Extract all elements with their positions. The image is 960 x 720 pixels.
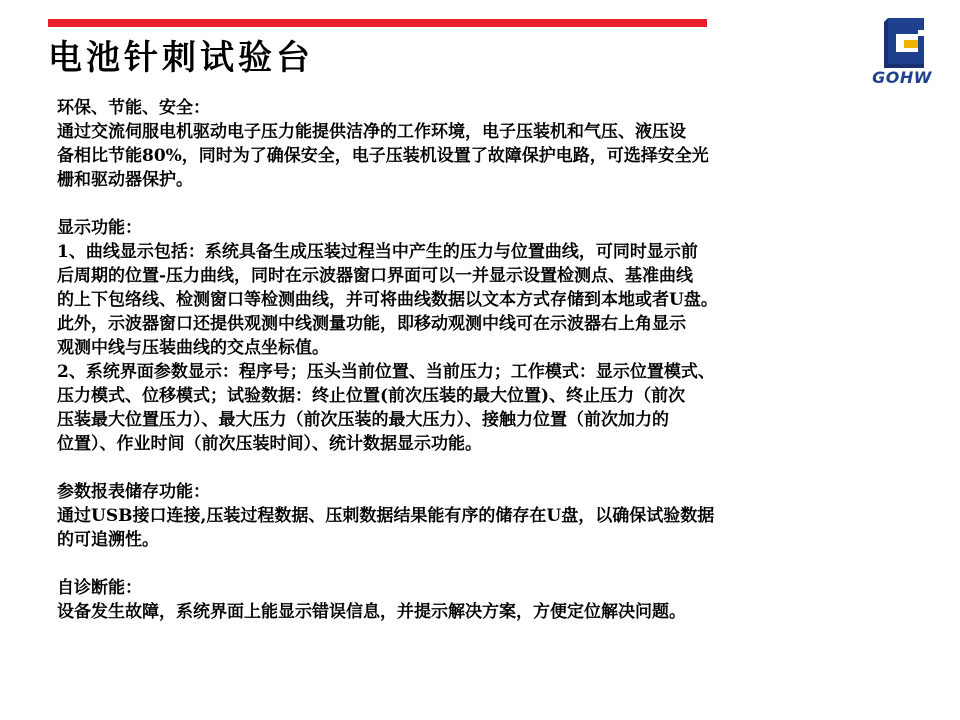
paragraph-line: 压力模式、位移模式；试验数据：终止位置(前次压装的最大位置)、终止压力（前次 bbox=[57, 386, 686, 406]
page-title: 电池针刺试验台 bbox=[48, 38, 314, 78]
gohw-logo-icon bbox=[862, 16, 942, 72]
paragraph-line: 位置）、作业时间（前次压装时间）、统计数据显示功能。 bbox=[57, 434, 482, 454]
logo-text: GOHW bbox=[872, 68, 932, 87]
paragraph-line: 通过交流伺服电机驱动电子压力能提供洁净的工作环境，电子压装机和气压、液压设 bbox=[57, 122, 686, 142]
paragraph-line: 后周期的位置-压力曲线，同时在示波器窗口界面可以一并显示设置检测点、基准曲线 bbox=[57, 266, 694, 286]
paragraph-line: 观测中线与压装曲线的交点坐标值。 bbox=[57, 338, 329, 358]
paragraph-line: 此外，示波器窗口还提供观测中线测量功能，即移动观测中线可在示波器右上角显示 bbox=[57, 314, 686, 334]
section-heading: 参数报表储存功能： bbox=[57, 482, 210, 502]
header-accent-bar bbox=[48, 19, 707, 27]
paragraph-line: 2、系统界面参数显示：程序号；压头当前位置、当前压力；工作模式：显示位置模式、 bbox=[57, 362, 715, 382]
section-report-storage bbox=[57, 480, 937, 552]
paragraph-line: 1、曲线显示包括：系统具备生成压装过程当中产生的压力与位置曲线，可同时显示前 bbox=[57, 242, 698, 262]
section-heading: 环保、节能、安全： bbox=[57, 98, 210, 118]
paragraph-line: 通过USB接口连接,压装过程数据、压刺数据结果能有序的储存在U盘，以确保试验数据 bbox=[57, 506, 715, 526]
paragraph-line: 的上下包络线、检测窗口等检测曲线，并可将曲线数据以文本方式存储到本地或者U盘。 bbox=[57, 290, 718, 310]
company-logo bbox=[862, 16, 952, 90]
section-heading: 显示功能： bbox=[57, 218, 142, 238]
paragraph-line: 设备发生故障，系统界面上能显示错误信息，并提示解决方案，方便定位解决问题。 bbox=[57, 602, 686, 622]
paragraph-line: 栅和驱动器保护。 bbox=[57, 170, 193, 190]
paragraph-line: 的可追溯性。 bbox=[57, 530, 159, 550]
section-heading: 自诊断能： bbox=[57, 578, 142, 598]
section-eco-safety bbox=[57, 96, 937, 192]
paragraph-line: 压装最大位置压力）、最大压力（前次压装的最大压力）、接触力位置（前次加力的 bbox=[57, 410, 669, 430]
section-display-functions bbox=[57, 216, 937, 456]
section-self-diagnosis bbox=[57, 576, 937, 624]
paragraph-line: 备相比节能80%，同时为了确保安全，电子压装机设置了故障保护电路，可选择安全光 bbox=[57, 146, 709, 166]
main-content bbox=[57, 96, 937, 624]
